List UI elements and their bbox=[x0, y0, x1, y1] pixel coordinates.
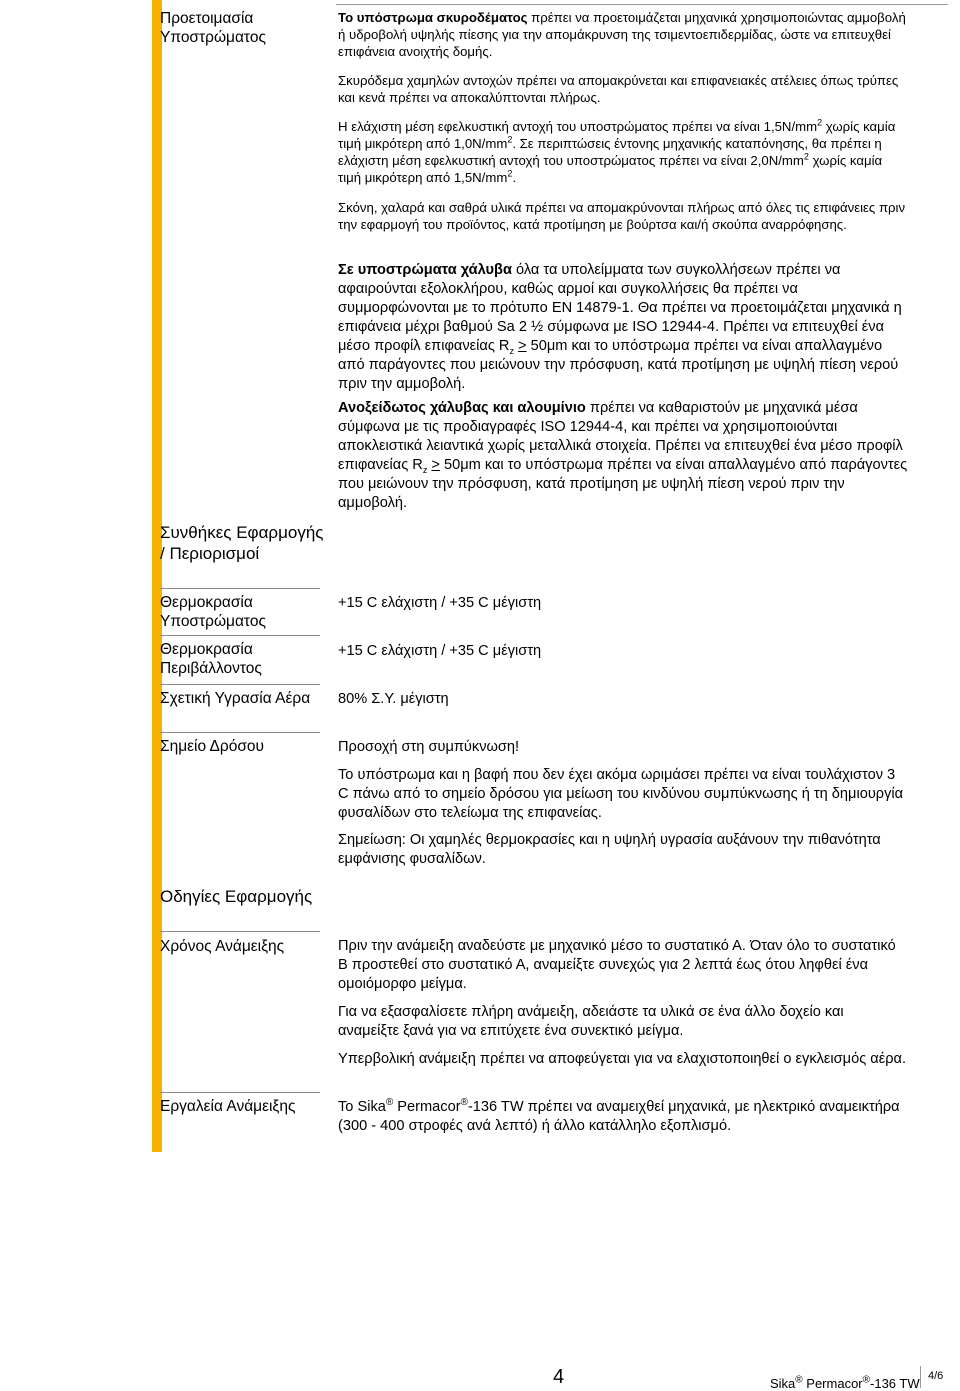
mixing-paragraph-1: Πριν την ανάμειξη αναδεύστε με μηχανικό μέσο το συστατικό Α. Όταν όλο το συστατικό Β προστεθεί στο συστατικό Α, αναμείξτε συνεχώς για 2 λεπτά έως ότου ληφθεί ένα ομοιόμορφο μείγμα. bbox=[338, 938, 896, 992]
separator bbox=[160, 732, 320, 733]
mixing-tools-paragraph: Το Sika® Permacor®-136 TW πρέπει να αναμειχθεί μηχανικά, με ηλεκτρικό αναμεικτήρα (300 - 400 στροφές ανά λεπτό) ή άλλο κατάλληλο εξοπλισμό. bbox=[338, 1097, 900, 1134]
mixing-paragraph-2: Για να εξασφαλίσετε πλήρη ανάμειξη, αδειάστε τα υλικά σε ένα άλλο δοχείο και αναμείξτε ξανά για να επιτύχετε ένα συνεκτικό μείγμα. bbox=[338, 1004, 844, 1039]
value-substrate-temp: +15 C ελάχιστη / +35 C μέγιστη bbox=[338, 595, 542, 611]
value-relative-humidity: 80% Σ.Υ. μέγιστη bbox=[338, 691, 449, 707]
value-ambient-temp: +15 C ελάχιστη / +35 C μέγιστη bbox=[338, 643, 542, 659]
label-application-instructions: Οδηγίες Εφαρμογής bbox=[160, 887, 313, 906]
separator bbox=[160, 1092, 320, 1093]
footer-divider bbox=[920, 1366, 921, 1388]
label-relative-humidity: Σχετική Υγρασία Αέρα bbox=[160, 690, 311, 707]
prep-tensile-paragraph: Η ελάχιστη μέση εφελκυστική αντοχή του υποστρώματος πρέπει να είναι $1,5N/mm^2$ χωρίς καμία τιμή μικρότερη από $1,0N/mm^2$. Σε περιπτώσεις έντονης μηχανικής καταπόνησης, θα πρέπει η ελάχιστη μέση εφελκυστική αντοχή του υποστρώματος πρέπει να είναι $2,0N/mm^2$ χωρίς καμία τιμή μικρότερη από $1,5N/mm^2$. bbox=[338, 117, 896, 185]
separator bbox=[160, 931, 320, 932]
accent-stripe bbox=[152, 0, 162, 1152]
mixing-paragraph-3: Υπερβολική ανάμειξη πρέπει να αποφεύγεται για να ελαχιστοποιηθεί ο εγκλεισμός αέρα. bbox=[338, 1051, 907, 1067]
prep-steel-paragraph: Σε υποστρώματα χάλυβα όλα τα υπολείμματα των συγκολλήσεων πρέπει να αφαιρούνται εξολοκλήρου, καθώς αρμοί και συγκολλήσεις θα πρέπει να συμμορφώνονται με το πρότυπο EN 14879-1. Θα πρέπει να προετοιμάζεται μηχανικά η επιφάνεια μέχρι βαθμού Sa 2 ½ σύμφωνα με ISO 12944-4. Πρέπει να επιτευχθεί ένα μέσο προφίλ επιφανείας $R_z > 50\mu m$ και το υπόστρωμα πρέπει να είναι απαλλαγμένο από παράγοντες που μειώνουν την πρόσφυση, κατά προτίμηση με υψηλή πίεση νερού πριν την αμμοβολή. bbox=[338, 262, 902, 392]
label-mixing-time: Χρόνος Ανάμειξης bbox=[160, 938, 285, 955]
dew-paragraph: Το υπόστρωμα και η βαφή που δεν έχει ακόμα ωριμάσει πρέπει να είναι τουλάχιστον 3 C πάνω από το σημείο δρόσου για μείωση του κινδύνου συμπύκνωσης ή τη δημιουργία φυσαλίδων στο τελείωμα της επιφανείας. bbox=[338, 767, 904, 821]
footer-product-name: Sika® Permacor®-136 TW bbox=[770, 1374, 920, 1391]
label-dew-point: Σημείο Δρόσου bbox=[160, 738, 265, 755]
prep-dust-paragraph: Σκόνη, χαλαρά και σαθρά υλικά πρέπει να απομακρύνονται πλήρως από όλες τις επιφάνειες πριν την εφαρμογή του προϊόντος, κατά προτίμηση με βούρτσα και/ή σκούπα αναρρόφησης. bbox=[338, 200, 906, 232]
label-ambient-temp: Θερμοκρασία Περιβάλλοντος bbox=[160, 641, 262, 677]
top-rule bbox=[336, 4, 948, 5]
separator bbox=[160, 588, 320, 589]
dew-note: Σημείωση: Οι χαμηλές θερμοκρασίες και η υψηλή υγρασία αυξάνουν την πιθανότητα εμφάνισης φυσαλίδων. bbox=[338, 832, 881, 867]
prep-weak-concrete-paragraph: Σκυρόδεμα χαμηλών αντοχών πρέπει να απομακρύνεται και επιφανειακές ατέλειες όπως τρύπες και κενά πρέπει να αποκαλύπτονται πλήρως. bbox=[338, 73, 899, 105]
label-mixing-tools: Εργαλεία Ανάμειξης bbox=[160, 1098, 296, 1115]
page-of-total: 4/6 bbox=[928, 1370, 944, 1382]
page-number: 4 bbox=[553, 1366, 565, 1388]
prep-stainless-paragraph: Ανοξείδωτος χάλυβας και αλουμίνιο πρέπει να καθαριστούν με μηχανικά μέσα σύμφωνα με τις προδιαγραφές ISO 12944-4, και πρέπει να χρησιμοποιούνται αποκλειστικά λειαντικά χωρίς μεταλλικά στοιχεία. Πρέπει να επιτευχθεί ένα μέσο προφίλ επιφανείας $R_z > 50\mu m$ και το υπόστρωμα πρέπει να είναι απαλλαγμένο από παράγοντες που μειώνουν την πρόσφυση, κατά προτίμηση με υψηλή πίεση νερού πριν την αμμοβολή. bbox=[338, 400, 908, 511]
label-substrate-temp: Θερμοκρασία Υποστρώματος bbox=[160, 594, 266, 630]
separator bbox=[160, 635, 320, 636]
dew-warning: Προσοχή στη συμπύκνωση! bbox=[338, 739, 520, 755]
label-application-conditions: Συνθήκες Εφαρμογής / Περιορισμοί bbox=[160, 523, 324, 563]
separator bbox=[160, 684, 320, 685]
label-substrate-prep: Προετοιμασία Υποστρώματος bbox=[160, 10, 266, 46]
prep-concrete-paragraph: Το υπόστρωμα σκυροδέματος πρέπει να προετοιμάζεται μηχανικά χρησιμοποιώντας αμμοβολή ή υδροβολή υψηλής πίεσης για την απομάκρυνση της τσιμεντοεπιδερμίδας, ώστε να επιτευχθεί επιφάνεια ανοιχτής δομής. bbox=[338, 10, 906, 59]
